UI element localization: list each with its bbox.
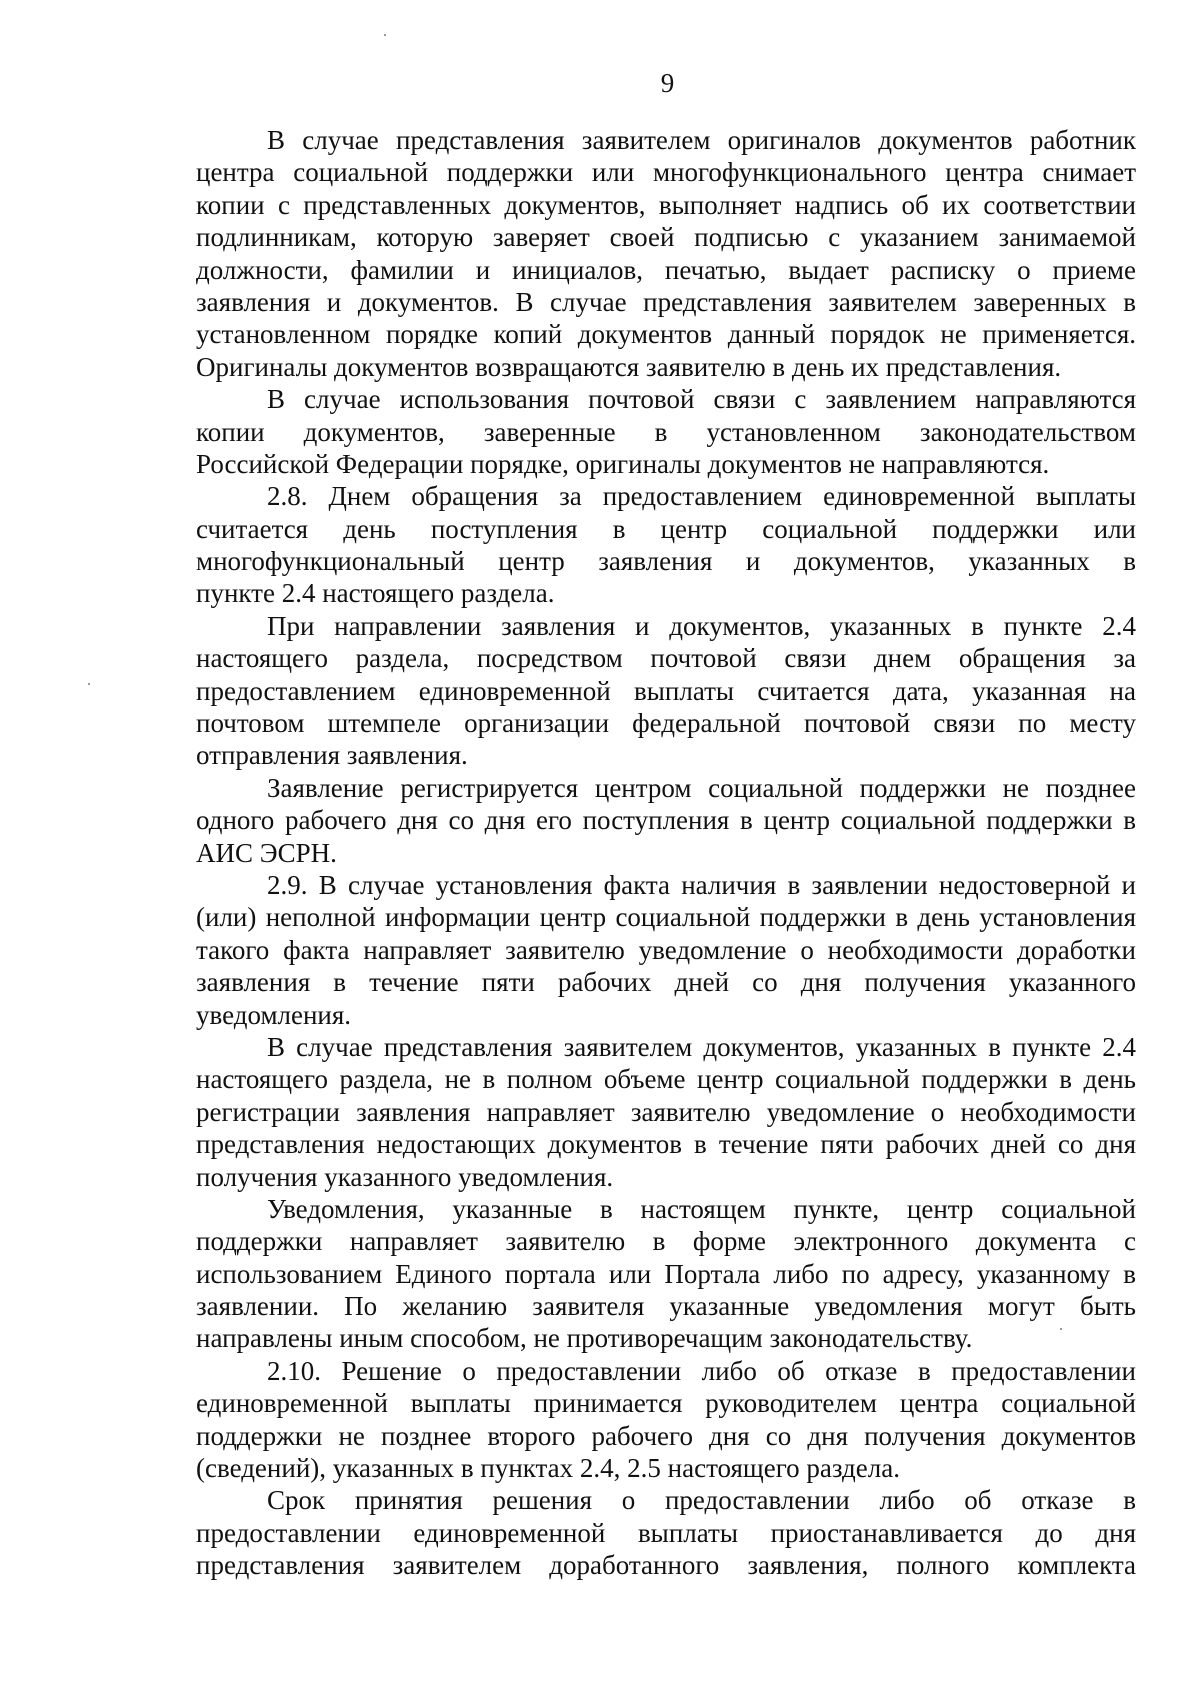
text-line: заявления в течение пяти рабочих дней со дня получения указанного xyxy=(196,967,1136,998)
text-line: поддержки не позднее второго рабочего дня со дня получения документов xyxy=(196,1420,1136,1451)
text-line: представления недостающих документов в течение пяти рабочих дней со дня xyxy=(196,1129,1136,1160)
paragraph xyxy=(196,124,1136,383)
text-line: копии с представленных документов, выполняет надпись об их соответствии xyxy=(196,189,1136,220)
text-line: 2.9. В случае установления факта наличия в заявлении недостоверной и xyxy=(267,869,1136,900)
text-line: Российской Федерации порядке, оригиналы документов не направляются. xyxy=(196,448,1050,479)
text-line: предоставлении единовременной выплаты приостанавливается до дня xyxy=(196,1517,1136,1548)
scan-speck xyxy=(88,683,90,685)
text-line: Уведомления, указанные в настоящем пункте, центр социальной xyxy=(267,1193,1136,1224)
text-line: настоящего раздела, посредством почтовой связи днем обращения за xyxy=(196,643,1136,674)
paragraph xyxy=(196,383,1136,480)
paragraph xyxy=(196,1031,1136,1193)
paragraph xyxy=(196,772,1136,869)
text-line: заявлении. По желанию заявителя указанные уведомления могут быть xyxy=(196,1291,1136,1322)
text-line: поддержки направляет заявителю в форме электронного документа с xyxy=(196,1226,1136,1257)
scan-speck xyxy=(1060,1328,1062,1330)
text-line: копии документов, заверенные в установленном законодательством xyxy=(196,416,1136,447)
text-line: считается день поступления в центр социальной поддержки или xyxy=(196,513,1136,544)
text-line: получения указанного уведомления. xyxy=(196,1161,614,1192)
paragraph xyxy=(196,869,1136,1031)
text-line: (сведений), указанных в пунктах 2.4, 2.5 настоящего раздела. xyxy=(196,1453,900,1484)
text-line: представления заявителем доработанного заявления, полного комплекта xyxy=(196,1550,1136,1581)
text-line: одного рабочего дня со дня его поступления в центр социальной поддержки в xyxy=(196,805,1136,836)
text-line: Срок принятия решения о предоставлении либо об отказе в xyxy=(267,1485,1136,1516)
text-line: регистрации заявления направляет заявителю уведомление о необходимости xyxy=(196,1096,1136,1127)
text-line: Заявление регистрируется центром социальной поддержки не позднее xyxy=(267,772,1136,803)
document-body xyxy=(196,124,1136,1582)
text-line: использованием Единого портала или Портала либо по адресу, указанному в xyxy=(196,1258,1136,1289)
text-line: должности, фамилии и инициалов, печатью, выдает расписку о приеме xyxy=(196,254,1136,285)
text-line: единовременной выплаты принимается руководителем центра социальной xyxy=(196,1388,1136,1419)
text-line: центра социальной поддержки или многофункционального центра снимает xyxy=(196,157,1136,188)
text-line: почтовом штемпеле организации федеральной почтовой связи по месту xyxy=(196,708,1136,739)
paragraph xyxy=(196,480,1136,610)
paragraph xyxy=(196,1484,1136,1581)
paragraph xyxy=(196,1355,1136,1485)
text-line: уведомления. xyxy=(196,999,352,1030)
paragraph xyxy=(196,610,1136,772)
text-line: 2.8. Днем обращения за предоставлением единовременной выплаты xyxy=(267,481,1136,512)
text-line: заявления и документов. В случае представления заявителем заверенных в xyxy=(196,286,1136,317)
text-line: В случае использования почтовой связи с заявлением направляются xyxy=(267,384,1136,415)
text-line: При направлении заявления и документов, указанных в пункте 2.4 xyxy=(267,610,1136,641)
text-line: В случае представления заявителем оригиналов документов работник xyxy=(267,125,1136,155)
text-line: подлинникам, которую заверяет своей подписью с указанием занимаемой xyxy=(196,222,1136,253)
text-line: 2.10. Решение о предоставлении либо об отказе в предоставлении xyxy=(267,1355,1136,1386)
text-line: пункте 2.4 настоящего раздела. xyxy=(196,578,555,609)
text-line: настоящего раздела, не в полном объеме центр социальной поддержки в день xyxy=(196,1064,1136,1095)
text-line: В случае представления заявителем документов, указанных в пункте 2.4 xyxy=(267,1031,1136,1062)
page-number: 9 xyxy=(660,68,675,98)
text-line: установленном порядке копий документов данный порядок не применяется. xyxy=(196,319,1136,350)
text-line: многофункциональный центр заявления и документов, указанных в xyxy=(196,546,1136,577)
text-line: такого факта направляет заявителю уведомление о необходимости доработки xyxy=(196,934,1136,965)
text-line: Оригиналы документов возвращаются заявителю в день их представления. xyxy=(196,351,1062,382)
text-line: предоставлением единовременной выплаты считается дата, указанная на xyxy=(196,675,1136,706)
text-line: АИС ЭСРН. xyxy=(196,837,337,868)
paragraph xyxy=(196,1193,1136,1355)
text-line: (или) неполной информации центр социальной поддержки в день установления xyxy=(196,902,1136,933)
scan-speck xyxy=(384,34,386,36)
text-line: отправления заявления. xyxy=(196,740,468,771)
text-line: направлены иным способом, не противоречащим законодательству. xyxy=(196,1323,973,1354)
